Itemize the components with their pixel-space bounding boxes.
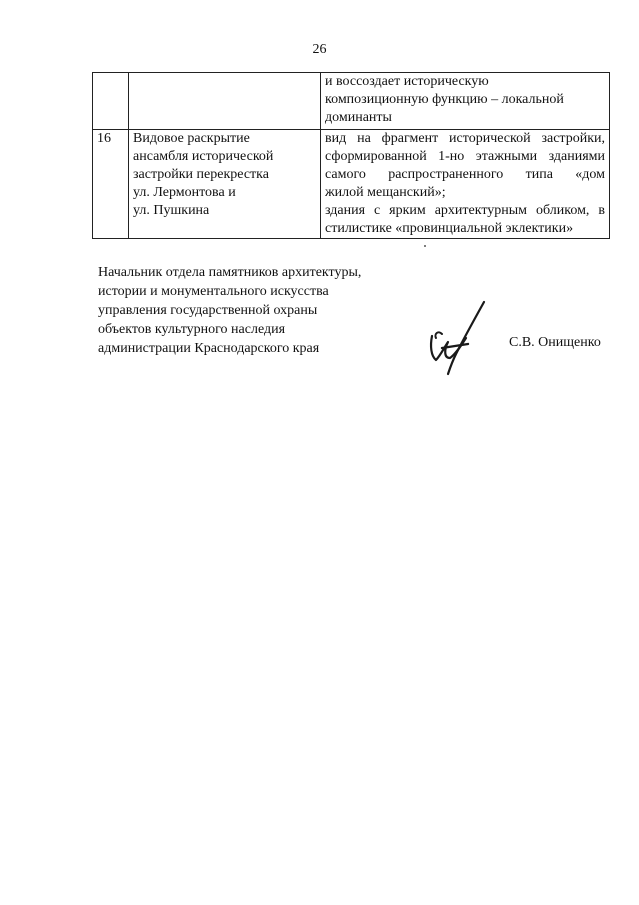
object-name-line: ансамбля исторической: [133, 149, 274, 164]
object-name-cell: [129, 130, 321, 239]
page-number: 26: [312, 42, 327, 57]
object-name-line: застройки перекрестка: [133, 167, 269, 182]
position-line: объектов культурного наследия: [98, 322, 286, 337]
table-row: [93, 130, 610, 239]
description-line: сформированной 1-но этажными зданиями: [325, 149, 605, 164]
row-number-cell: 16: [93, 130, 129, 239]
description-line: вид на фрагмент исторической застройки,: [325, 131, 605, 146]
scan-speck: [424, 245, 426, 247]
description-line: доминанты: [325, 110, 392, 125]
position-line: истории и монументального искусства: [98, 284, 329, 299]
position-line: Начальник отдела памятников архитектуры,: [98, 265, 362, 280]
row-number-cell: [93, 73, 129, 130]
description-line: жилой мещанский»;: [325, 185, 446, 200]
position-line: администрации Краснодарского края: [98, 341, 320, 356]
signer-name: С.В. Онищенко: [509, 335, 601, 350]
heritage-table: [92, 72, 610, 239]
object-name-line: Видовое раскрытие: [133, 131, 250, 146]
handwritten-signature: [422, 298, 492, 378]
description-line: композиционную функцию – локальной: [325, 92, 564, 107]
signer-position: [98, 263, 361, 358]
description-line: стилистике «провинциальной эклектики»: [325, 221, 574, 236]
description-cell: [321, 73, 610, 130]
description-line: и воссоздает историческую: [325, 74, 489, 89]
object-name-line: ул. Лермонтова и: [133, 185, 236, 200]
position-line: управления государственной охраны: [98, 303, 318, 318]
description-cell: [321, 130, 610, 239]
table-row: [93, 73, 610, 130]
object-name-cell: [129, 73, 321, 130]
description-line: самого распространенного типа «дом: [325, 167, 605, 182]
object-name-line: ул. Пушкина: [133, 203, 210, 218]
description-line: здания с ярким архитектурным обликом, в: [325, 203, 605, 218]
